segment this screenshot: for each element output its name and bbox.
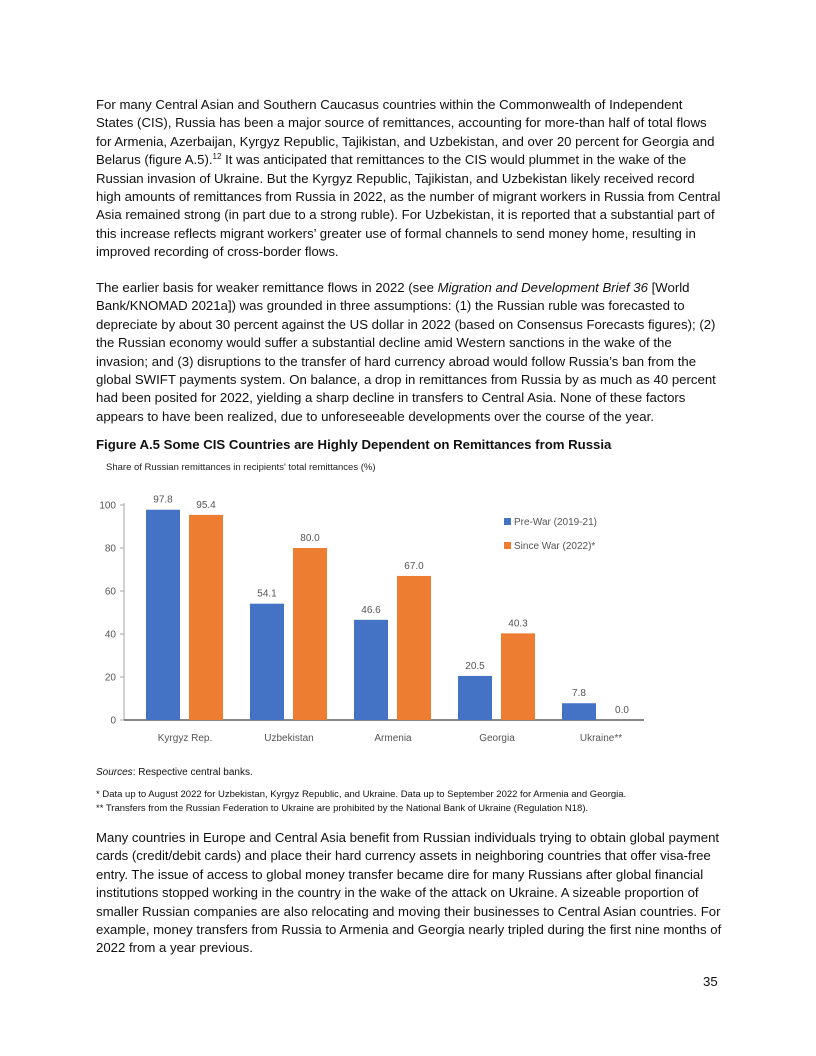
paragraph-text: [World Bank/KNOMAD 2021a]) was grounded in three assumptions: (1) the Russian ruble was forecasted to depreciate by about 30 percent against the US dollar in 2022 (based on Consensus Forecasts figures); (2) the Russian economy would suffer a substantial decline amid Western sanctions in the wake of the invasion; and (3) disruptions to the transfer of hard currency abroad would follow Russia’s ban from the global SWIFT payments system. On balance, a drop in remittances from Russia by as much as 40 percent had been posited for 2022, yielding a sharp decline in transfers to Central Asia. None of these factors appears to have been realized, due to unforeseeable developments over the course of the year. (96, 280, 716, 424)
sources-label: Sources (96, 767, 133, 778)
data-label: 80.0 (300, 533, 320, 544)
brief-title: Migration and Development Brief 36 (437, 280, 648, 295)
legend-label: Since War (2022)* (514, 541, 596, 552)
y-tick-label: 100 (99, 500, 116, 512)
page-number: 35 (703, 974, 718, 989)
y-tick-label: 20 (104, 672, 116, 684)
bar-since-war-3 (501, 633, 535, 720)
x-tick-label: Kyrgyz Rep. (157, 733, 213, 744)
paragraph-text: It was anticipated that remittances to the CIS would plummet in the wake of the Russian invasion of Ukraine. But the Kyrgyz Republic, Tajikistan, and Uzbekistan likely received record high amounts of remittances from Russia in 2022, as the number of migrant workers in Russia from Central Asia remained strong (in part due to a strong ruble). For Uzbekistan, it is reported that a substantial part of this increase reflects migrant workers’ greater use of formal channels to send money home, resulting in improved recording of cross-border flows. (96, 152, 721, 260)
data-label: 95.4 (196, 499, 216, 511)
y-tick-label: 0 (110, 715, 116, 727)
x-tick-label: Ukraine** (579, 733, 623, 744)
figure-note-1: * Data up to August 2022 for Uzbekistan, Kyrgyz Republic, and Ukraine. Data up to September 2022 for Armenia and Georgia. (96, 789, 627, 800)
bar-since-war-1 (293, 548, 327, 720)
bar-since-war-2 (397, 576, 431, 720)
bar-pre-war-1 (250, 604, 284, 720)
y-tick-label: 60 (104, 586, 116, 598)
bar-pre-war-2 (354, 620, 388, 720)
bar-pre-war-3 (458, 676, 492, 720)
data-label: 46.6 (361, 604, 381, 616)
paragraph-text: For many Central Asian and Southern Caucasus countries within the Commonwealth of Independent States (CIS), Russia has been a major source of remittances, accounting for more-than half of total flows for Armenia, Azerbaijan, Kyrgyz Republic, Tajikistan, and Uzbekistan, and over 20 percent for Georgia and Belarus (figure A.5). (96, 97, 715, 168)
data-label: 20.5 (465, 660, 485, 672)
figure-note-2: ** Transfers from the Russian Federation to Ukraine are prohibited by the National Bank of Ukraine (Regulation N18). (96, 803, 589, 814)
chart-subtitle: Share of Russian remittances in recipients' total remittances (%) (106, 462, 376, 473)
y-tick-label: 40 (104, 629, 116, 641)
figure-sources (96, 767, 253, 778)
data-label: 0.0 (615, 705, 629, 716)
bar-pre-war-0 (146, 510, 180, 720)
legend-swatch (504, 518, 511, 525)
x-tick-label: Georgia (479, 733, 515, 744)
paragraph-payment-cards: Many countries in Europe and Central Asia benefit from Russian individuals trying to obtain global payment cards (credit/debit cards) and place their hard currency assets in neighboring countries that offer visa-free entry. The issue of access to global money transfer became dire for many Russians after global financial institutions stopped working in the country in the wake of the attack on Ukraine. A sizeable proportion of smaller Russian companies are also relocating and moving their businesses to Central Asian countries. For example, money transfers from Russia to Armenia and Georgia nearly tripled during the first nine months of 2022 from a year previous. (96, 830, 722, 956)
data-label: 67.0 (404, 560, 424, 572)
bar-since-war-0 (189, 515, 223, 720)
data-label: 54.1 (257, 588, 277, 600)
sources-text: : Respective central banks. (132, 767, 253, 778)
x-tick-label: Uzbekistan (264, 733, 314, 744)
paragraph-text: The earlier basis for weaker remittance flows in 2022 (see (96, 280, 438, 295)
figure-title: Figure A.5 Some CIS Countries are Highly Dependent on Remittances from Russia (96, 437, 612, 452)
legend-label: Pre-War (2019-21) (514, 517, 597, 528)
bar-pre-war-4 (562, 703, 596, 720)
legend-swatch (504, 542, 511, 549)
data-label: 40.3 (508, 618, 528, 630)
data-label: 7.8 (572, 688, 586, 700)
footnote-ref[interactable]: 12 (212, 152, 222, 162)
data-label: 97.8 (153, 494, 173, 506)
y-tick-label: 80 (104, 543, 116, 555)
x-tick-label: Armenia (374, 733, 412, 744)
